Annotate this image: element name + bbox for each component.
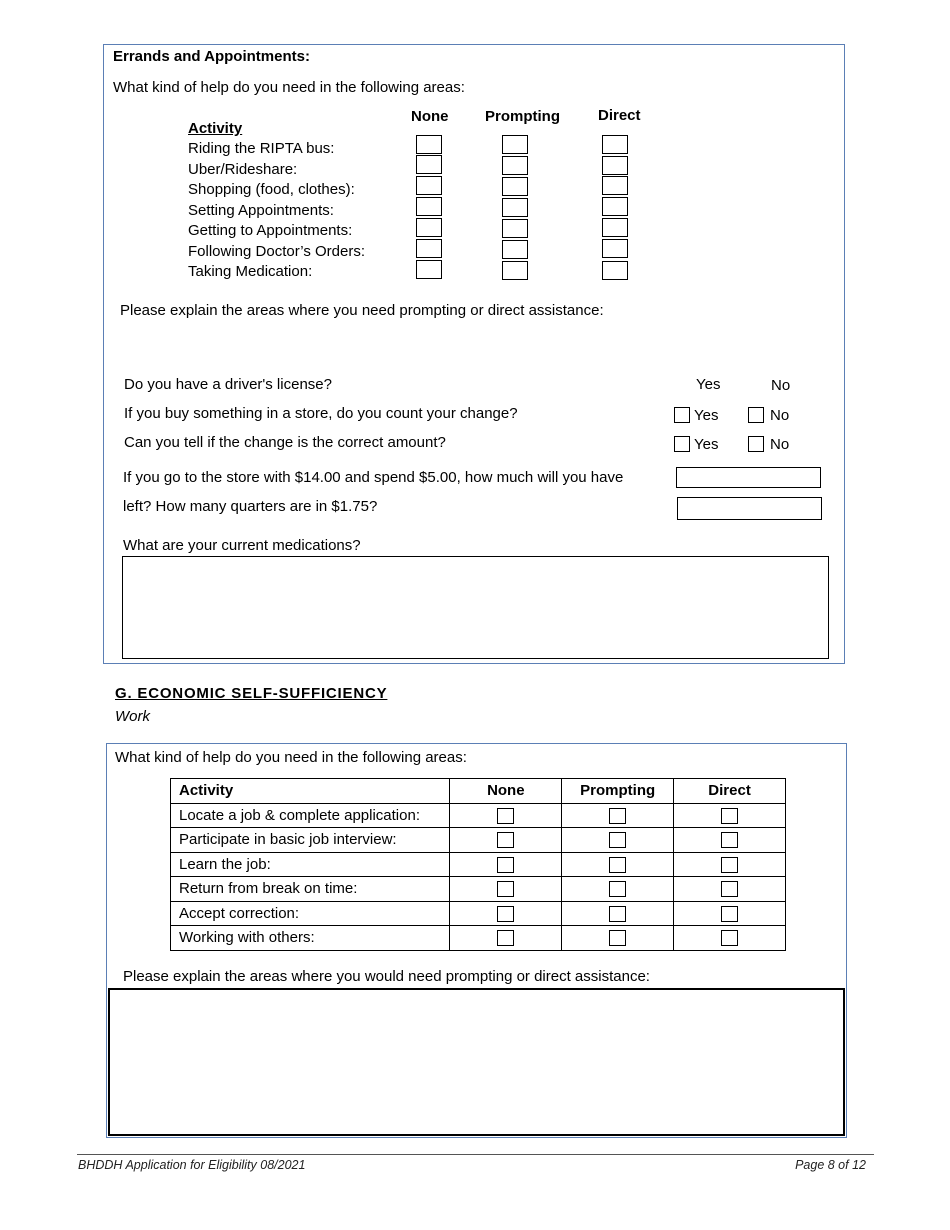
math-answer-1-field[interactable] — [676, 467, 821, 488]
work-activity-label: Learn the job: — [171, 852, 450, 877]
col-direct-header: Direct — [598, 107, 641, 124]
work-activity-table — [170, 778, 786, 951]
change-question: If you buy something in a store, do you count your change? — [124, 405, 518, 422]
work-activity-label: Working with others: — [171, 926, 450, 951]
none-checkbox[interactable] — [416, 218, 442, 237]
activity-item: Shopping (food, clothes): — [188, 181, 355, 198]
work-explain-textarea[interactable] — [108, 988, 845, 1136]
table-header-prompting: Prompting — [562, 779, 674, 804]
errands-heading: Errands and Appointments: — [113, 48, 310, 65]
prompting-checkbox[interactable] — [502, 261, 528, 280]
math-question-line2: left? How many quarters are in $1.75? — [123, 498, 378, 515]
table-header-activity: Activity — [171, 779, 450, 804]
none-checkbox[interactable] — [416, 239, 442, 258]
table-row — [171, 852, 786, 877]
table-header-direct: Direct — [674, 779, 786, 804]
work-activity-label: Accept correction: — [171, 901, 450, 926]
none-checkbox[interactable] — [416, 155, 442, 174]
direct-checkbox[interactable] — [602, 239, 628, 258]
yes-header: Yes — [696, 376, 721, 393]
col-none-header: None — [411, 108, 449, 125]
none-checkbox[interactable] — [497, 857, 514, 873]
none-checkbox[interactable] — [497, 906, 514, 922]
errands-question: What kind of help do you need in the following areas: — [113, 79, 465, 96]
none-checkbox[interactable] — [497, 930, 514, 946]
activity-item: Uber/Rideshare: — [188, 161, 298, 178]
direct-checkbox[interactable] — [602, 135, 628, 154]
none-checkbox[interactable] — [416, 176, 442, 195]
col-prompting-header: Prompting — [485, 108, 560, 125]
errands-explain-prompt: Please explain the areas where you need prompting or direct assistance: — [120, 302, 604, 319]
prompting-checkbox[interactable] — [502, 240, 528, 259]
license-question: Do you have a driver's license? — [124, 376, 332, 393]
prompting-checkbox[interactable] — [609, 808, 626, 824]
direct-checkbox[interactable] — [721, 906, 738, 922]
prompting-checkbox[interactable] — [609, 881, 626, 897]
table-header-row — [171, 779, 786, 804]
table-row — [171, 877, 786, 902]
table-row — [171, 926, 786, 951]
footer-divider — [77, 1154, 874, 1155]
correct-no-checkbox[interactable] — [748, 436, 764, 452]
math-question-line1: If you go to the store with $14.00 and spend $5.00, how much will you have — [123, 469, 624, 486]
footer-page-number: Page 8 of 12 — [795, 1158, 866, 1172]
activity-item: Getting to Appointments: — [188, 222, 353, 239]
direct-checkbox[interactable] — [721, 808, 738, 824]
none-checkbox[interactable] — [416, 260, 442, 279]
direct-checkbox[interactable] — [721, 832, 738, 848]
prompting-checkbox[interactable] — [609, 906, 626, 922]
work-activity-label: Participate in basic job interview: — [171, 828, 450, 853]
work-activity-label: Return from break on time: — [171, 877, 450, 902]
no-header: No — [771, 377, 791, 394]
direct-checkbox[interactable] — [602, 176, 628, 195]
correct-change-question: Can you tell if the change is the correct amount? — [124, 434, 446, 451]
prompting-checkbox[interactable] — [502, 135, 528, 154]
medications-textarea[interactable] — [122, 556, 829, 659]
math-answer-2-field[interactable] — [677, 497, 822, 520]
direct-checkbox[interactable] — [721, 881, 738, 897]
table-row — [171, 828, 786, 853]
change-no-label: No — [770, 407, 790, 424]
activity-item: Riding the RIPTA bus: — [188, 140, 335, 157]
activity-header: Activity — [188, 120, 243, 137]
direct-checkbox[interactable] — [721, 930, 738, 946]
none-checkbox[interactable] — [416, 135, 442, 154]
prompting-checkbox[interactable] — [609, 857, 626, 873]
activity-item: Taking Medication: — [188, 263, 313, 280]
direct-checkbox[interactable] — [602, 218, 628, 237]
direct-checkbox[interactable] — [721, 857, 738, 873]
prompting-checkbox[interactable] — [609, 930, 626, 946]
activity-item: Following Doctor’s Orders: — [188, 243, 366, 260]
direct-checkbox[interactable] — [602, 261, 628, 280]
correct-yes-label: Yes — [694, 436, 719, 453]
section-g-title: G. ECONOMIC SELF-SUFFICIENCY — [115, 685, 388, 702]
correct-no-label: No — [770, 436, 790, 453]
prompting-checkbox[interactable] — [609, 832, 626, 848]
table-row — [171, 901, 786, 926]
direct-checkbox[interactable] — [602, 156, 628, 175]
table-header-none: None — [450, 779, 562, 804]
correct-yes-checkbox[interactable] — [674, 436, 690, 452]
change-no-checkbox[interactable] — [748, 407, 764, 423]
none-checkbox[interactable] — [497, 808, 514, 824]
table-row — [171, 803, 786, 828]
section-g-subtitle: Work — [115, 708, 150, 725]
prompting-checkbox[interactable] — [502, 177, 528, 196]
prompting-checkbox[interactable] — [502, 198, 528, 217]
work-question: What kind of help do you need in the following areas: — [115, 749, 467, 766]
prompting-checkbox[interactable] — [502, 156, 528, 175]
work-activity-label: Locate a job & complete application: — [171, 803, 450, 828]
none-checkbox[interactable] — [497, 832, 514, 848]
medications-question: What are your current medications? — [123, 537, 361, 554]
prompting-checkbox[interactable] — [502, 219, 528, 238]
activity-item: Setting Appointments: — [188, 202, 334, 219]
none-checkbox[interactable] — [416, 197, 442, 216]
change-yes-label: Yes — [694, 407, 719, 424]
work-explain-prompt: Please explain the areas where you would need prompting or direct assistance: — [123, 968, 650, 985]
direct-checkbox[interactable] — [602, 197, 628, 216]
footer-document-title: BHDDH Application for Eligibility 08/2021 — [78, 1158, 306, 1172]
none-checkbox[interactable] — [497, 881, 514, 897]
change-yes-checkbox[interactable] — [674, 407, 690, 423]
